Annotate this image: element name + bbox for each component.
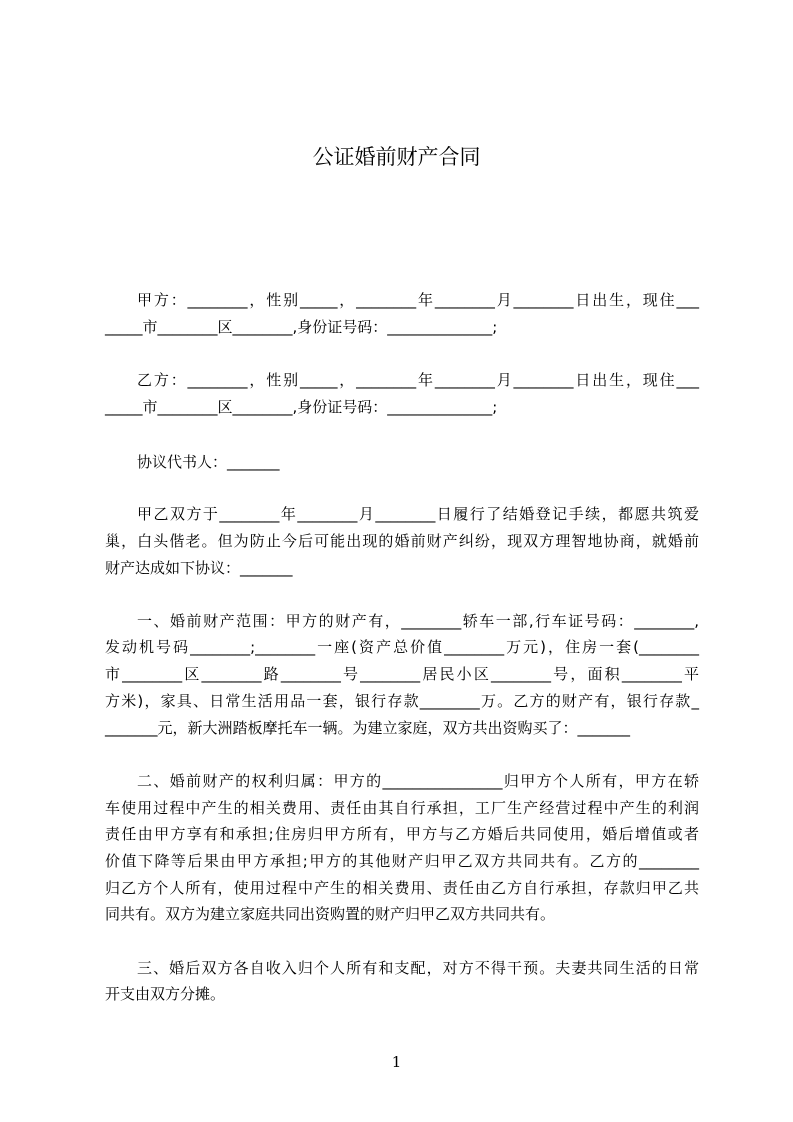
party-b-line-2: _____市________区________,身份证号码：______________;: [105, 398, 498, 416]
party-a-line-1: 甲方：________，性别_____，________年________月________日出生，现住___: [137, 291, 699, 309]
section-1-line-2: 发动机号码________;________一座(资产总价值________万元)，住房一套(________: [105, 638, 699, 656]
section-3-line-2: 开支由双方分摊。: [105, 985, 226, 1003]
section-2-line-3: 责任由甲方享有和承担;住房归甲方所有，甲方与乙方婚后共同使用，婚后增值或者: [105, 825, 699, 843]
scribe-line: 协议代书人：_______: [137, 453, 280, 471]
preamble-line-3: 财产达成如下协议：_______: [105, 559, 293, 577]
section-1-line-1: 一、婚前财产范围：甲方的财产有，________轿车一部,行车证号码：________,: [137, 612, 699, 630]
party-a-line-2: _____市________区________,身份证号码：______________;: [105, 318, 498, 336]
preamble-line-2: 巢，白头偕老。但为防止今后可能出现的婚前财产纠纷，现双方理智地协商，就婚前: [105, 532, 699, 550]
section-1-line-4: 方米)，家具、日常生活用品一套，银行存款________万。乙方的财产有，银行存款_: [105, 692, 699, 710]
party-b-line-1: 乙方：________，性别_____，________年________月________日出生，现住___: [137, 371, 699, 389]
section-2-line-1: 二、婚前财产的权利归属：甲方的________________归甲方个人所有，甲方在轿: [137, 772, 699, 790]
section-2-line-4: 价值下降等后果由甲方承担;甲方的其他财产归甲乙双方共同共有。乙方的________: [105, 852, 699, 870]
section-2-line-2: 车使用过程中产生的相关费用、责任由其自行承担，工厂生产经营过程中产生的利润: [105, 799, 699, 817]
section-2-line-5: 归乙方个人所有，使用过程中产生的相关费用、责任由乙方自行承担，存款归甲乙共: [105, 879, 699, 897]
section-3-line-1: 三、婚后双方各自收入归个人所有和支配，对方不得干预。夫妻共同生活的日常: [137, 959, 699, 977]
preamble-line-1: 甲乙双方于________年________月________日履行了结婚登记手续，都愿共筑爱: [137, 505, 699, 523]
section-1-line-5: _______元，新大洲踏板摩托车一辆。为建立家庭，双方共出资购买了：_______: [105, 719, 631, 737]
page-number: 1: [391, 1053, 402, 1071]
section-2-line-6: 同共有。双方为建立家庭共同出资购置的财产归甲乙双方共同共有。: [105, 905, 556, 923]
section-1-line-3: 市________区________路________号________居民小区________号，面积________平: [105, 665, 699, 683]
document-title: 公证婚前财产合同: [312, 145, 481, 169]
